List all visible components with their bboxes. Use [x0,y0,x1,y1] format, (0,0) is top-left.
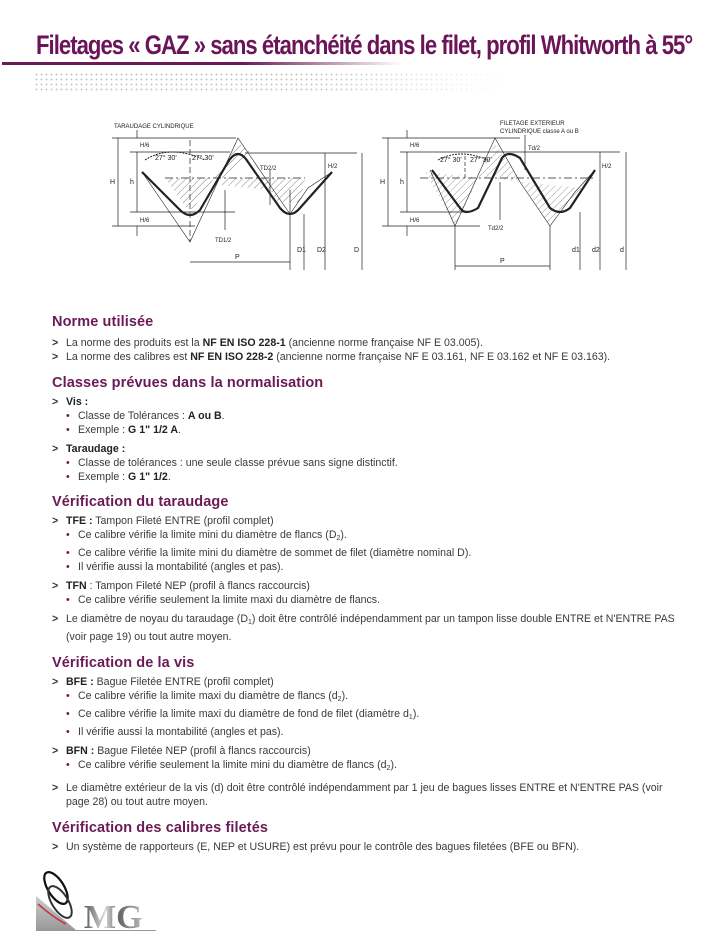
bullet-icon: • [66,457,70,469]
dim-H2-left: H/2 [328,164,338,170]
bullet-icon: • [66,690,70,702]
dim-H6-bottom-right: H/6 [410,218,420,224]
dim-TD1-left: TD1/2 [215,238,232,244]
angle-right-2: 27° 30' [470,157,492,164]
dim-H6-bottom-left: H/6 [140,218,150,224]
section-norme [52,314,682,364]
taraudage-noyau: > Le diamètre de noyau du taraudage $(D_1)$ doit être contrôlé indépendamment par un tampon lisse double ENTRE et N'ENTRE PAS (voir page 19) ou tout autre moyen. [52,613,675,643]
classes-taraudage-exemple: • Exemple : G 1" 1/2. [66,471,171,483]
classes-taraudage: > Taraudage : [52,443,126,455]
angle-left-2: 27° 30' [192,155,214,162]
bullet-icon: • [66,547,70,559]
arrow-icon: > [52,676,59,688]
bullet-icon: • [66,708,70,720]
norme-item-produits: > La norme des produits est la NF EN ISO 228-1 (ancienne norme française NF E 03.005). [52,337,483,349]
taraudage-tfn-1: • Ce calibre vérifie seulement la limite maxi du diamètre de flancs. [66,594,381,606]
classes-vis-tolerances: • Classe de Tolérances : A ou B. [66,410,225,422]
taraudage-tfn: > TFN : Tampon Fileté NEP (profil à flancs raccourcis) [52,580,310,592]
dim-h-right: h [400,179,404,186]
arrow-icon: > [52,515,59,527]
calibres-item: > Un système de rapporteurs (E, NEP et USURE) est prévu pour le contrôle des bagues filetées (BFE ou BFN). [52,841,580,853]
thread-profile-diagrams [100,118,624,283]
section-title-norme: Norme utilisée [52,314,154,330]
bullet-icon: • [66,424,70,436]
section-title-taraudage: Vérification du taraudage [52,494,229,510]
diagrams-svg [100,118,624,283]
main-content [52,314,682,854]
section-title-classes: Classes prévues dans la normalisation [52,375,324,391]
arrow-icon: > [52,841,59,853]
section-taraudage [52,494,682,644]
dim-d1: d1 [572,247,580,254]
internal-thread-labels [110,124,359,261]
mg-logo [34,868,164,932]
dim-h-left: h [130,179,134,186]
section-title-vis: Vérification de la vis [52,655,195,671]
vis-exterieur: > Le diamètre extérieur de la vis (d) doit être contrôlé indépendamment par 1 jeu de bagues lisses ENTRE et N'ENTRE PAS (voir page 28) ou tout autre moyen. [52,782,663,808]
section-calibres [52,820,682,854]
section-vis [52,655,682,809]
dim-Td2-right: Td2/2 [488,226,504,232]
dim-H6-top-left: H/6 [140,143,150,149]
dim-Td-right: Td/2 [528,146,541,152]
angle-left-1: 27° 30' [155,155,177,162]
dim-H6-top-right: H/6 [410,143,420,149]
classes-taraudage-tolerances: • Classe de tolérances : une seule classe prévue sans signe distinctif. [66,457,398,469]
bullet-icon: • [66,529,70,541]
angle-right-1: 27° 30' [440,157,462,164]
diagram-left-label: TARAUDAGE CYLINDRIQUE [114,124,194,130]
classes-vis-exemple: • Exemple : G 1" 1/2 A. [66,424,181,436]
arrow-icon: > [52,396,59,408]
dim-d: d [620,247,624,254]
bullet-icon: • [66,594,70,606]
bullet-icon: • [66,410,70,422]
section-classes [52,375,682,484]
dot-pattern-decoration [34,72,504,92]
dim-P-right: P [500,258,505,265]
taraudage-tfe: > TFE : Tampon Fileté ENTRE (profil complet) [52,515,274,527]
vis-bfn: > BFN : Bague Filetée NEP (profil à flancs raccourcis) [52,745,311,757]
dim-d2: d2 [592,247,600,254]
arrow-icon: > [52,443,59,455]
vis-bfe-2: • Ce calibre vérifie la limite maxi du diamètre de fond de filet (diamètre $d_1$). [66,708,420,721]
vis-bfe-1: • Ce calibre vérifie la limite maxi du diamètre de flancs $(d_2)$. [66,690,349,703]
taraudage-tfe-3: • Il vérifie aussi la montabilité (angles et pas). [66,561,284,573]
diagram-right-label-1: FILETAGE EXTERIEUR [500,121,565,127]
page-header [0,28,701,98]
classes-vis: > Vis : [52,396,89,408]
taraudage-tfe-2: • Ce calibre vérifie la limite mini du diamètre de sommet de filet (diamètre nominal D). [66,547,472,559]
arrow-icon: > [52,745,59,757]
dim-H2-right: H/2 [602,164,612,170]
vis-bfe-3: • Il vérifie aussi la montabilité (angles et pas). [66,726,284,738]
vis-bfe: > BFE : Bague Filetée ENTRE (profil complet) [52,676,274,688]
external-thread-labels [380,121,624,265]
dim-H-right: H [380,179,386,186]
dim-D1: D1 [297,247,306,254]
arrow-icon: > [52,580,59,592]
logo-text: MG [84,899,143,932]
arrow-icon: > [52,337,59,349]
arrow-icon: > [52,782,59,794]
dim-H-left: H [110,179,116,186]
dim-D: D [354,247,360,254]
bullet-icon: • [66,759,70,771]
section-title-calibres: Vérification des calibres filetés [52,820,269,836]
arrow-icon: > [52,351,59,363]
diagram-right-label-2: CYLINDRIQUE classe A ou B [500,129,579,135]
bullet-icon: • [66,471,70,483]
taraudage-tfe-1: • Ce calibre vérifie la limite mini du diamètre de flancs $(D_2)$. [66,529,347,542]
dim-D2: D2 [317,247,326,254]
mg-logo-icon [34,868,164,932]
bullet-icon: • [66,561,70,573]
arrow-icon: > [52,613,59,625]
page-title: Filetages « GAZ » sans étanchéité dans le filet, profil Whitworth à 55° [36,30,693,60]
vis-bfn-1: • Ce calibre vérifie seulement la limite mini du diamètre de flancs $(d_2)$. [66,759,397,772]
external-thread-diagram [382,130,626,270]
norme-item-calibres: > La norme des calibres est NF EN ISO 228-2 (ancienne norme française NF E 03.161, NF E 03.162 et NF E 03.163). [52,351,611,363]
dim-P-left: P [235,254,240,261]
title-underline [2,62,402,65]
bullet-icon: • [66,726,70,738]
dim-TD2-left: TD2/2 [260,166,277,172]
